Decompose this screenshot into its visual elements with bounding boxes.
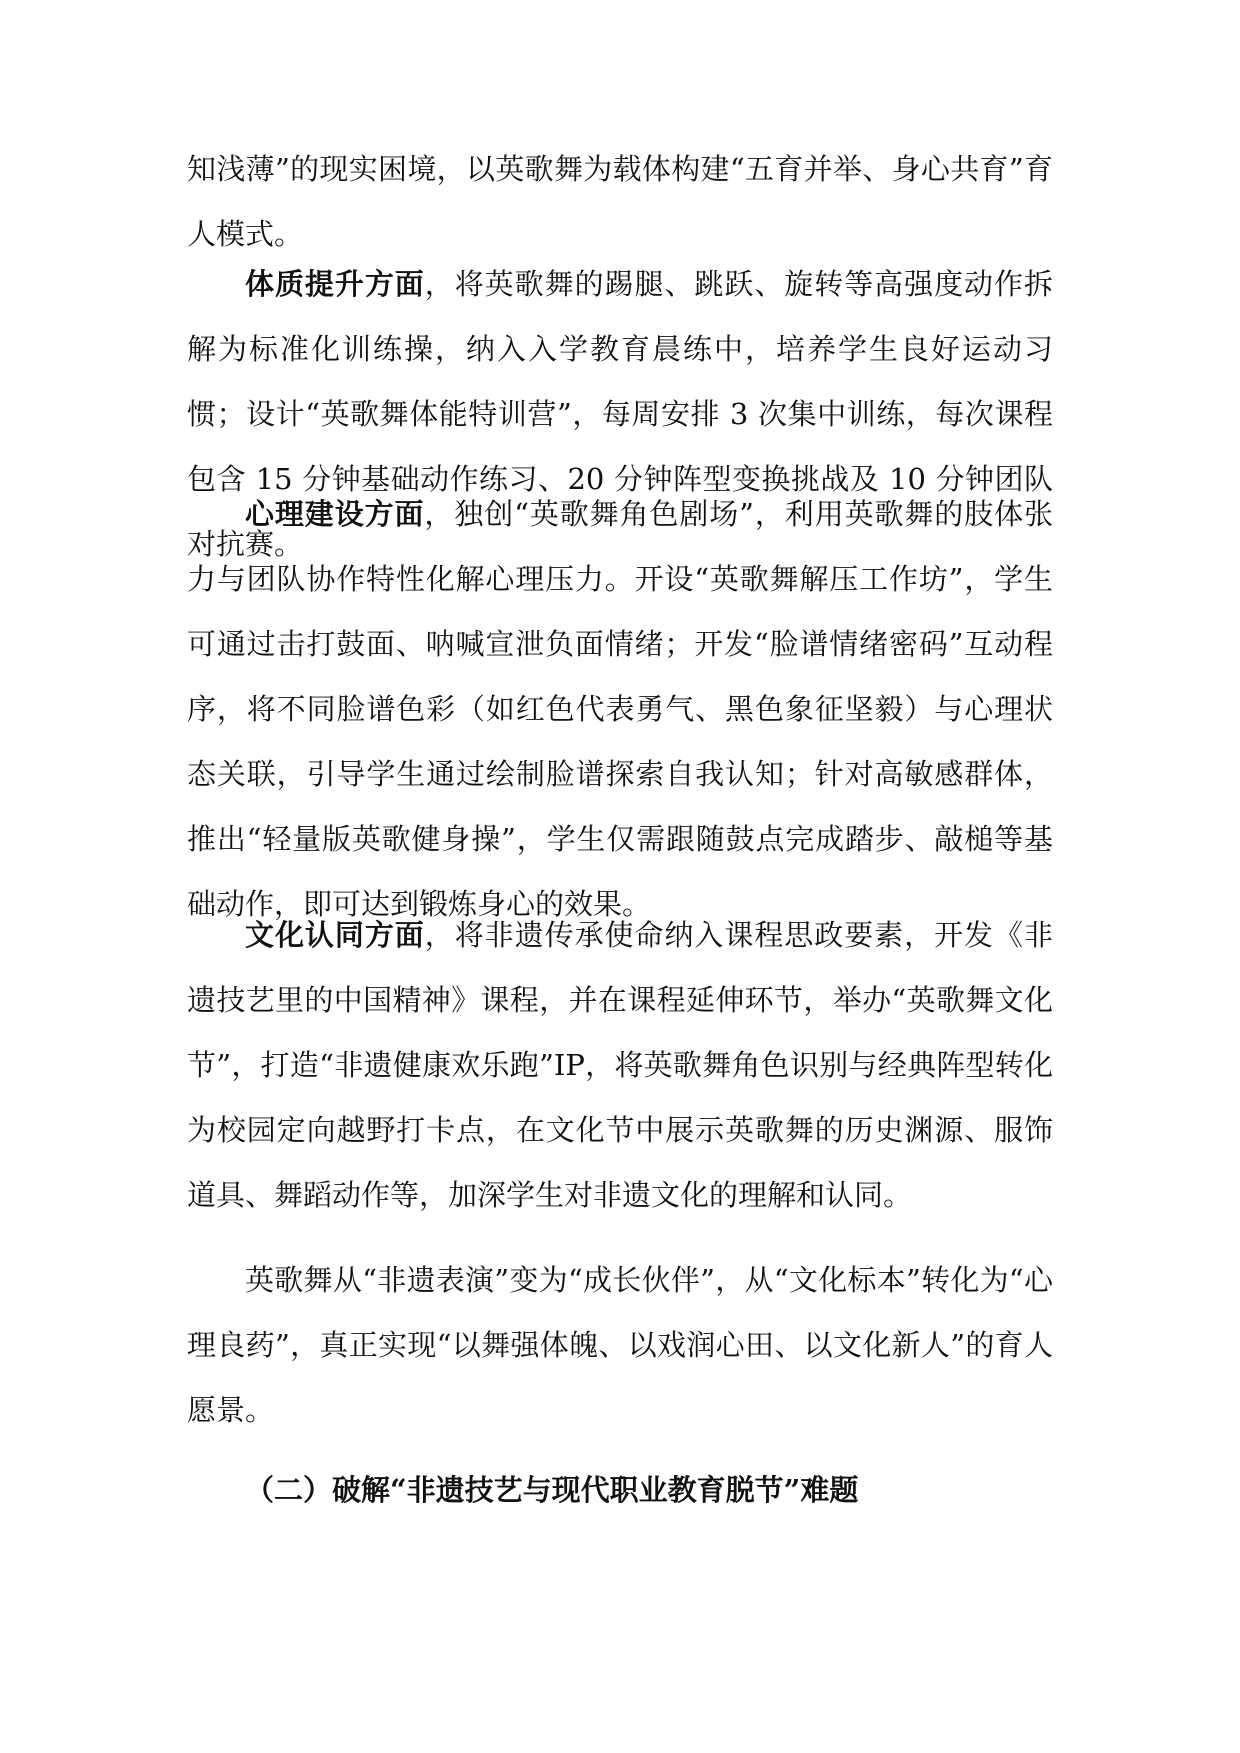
physical-text: ，将英歌舞的踢腿、跳跃、旋转等高强度动作拆解为标准化训练操，纳入入学教育晨练中，培养学生良好运动习惯；设计“英歌舞体能特训营”，每周安排 3 次集中训练，每次课程包含 15 分钟基础动作练习、20 分钟阵型变换挑战及 10 分钟团队对抗赛。 <box>187 267 1053 561</box>
psychological-text: ，独创“英歌舞角色剧场”，利用英歌舞的肢体张力与团队协作特性化解心理压力。开设“英歌舞解压工作坊”，学生可通过击打鼓面、呐喊宣泄负面情绪；开发“脸谱情绪密码”互动程序，将不同脸谱色彩（如红色代表勇气、黑色象征坚毅）与心理状态关联，引导学生通过绘制脸谱探索自我认知；针对高敏感群体，推出“轻量版英歌健身操”，学生仅需跟随鼓点完成踏步、敲槌等基础动作，即可达到锻炼身心的效果。 <box>187 497 1053 921</box>
section-heading: （二）破解“非遗技艺与现代职业教育脱节”难题 <box>245 1473 859 1507</box>
cultural-section <box>187 903 1053 1228</box>
psychological-lead: 心理建设方面 <box>245 497 425 531</box>
cultural-text: ，将非遗传承使命纳入课程思政要素，开发《非遗技艺里的中国精神》课程，并在课程延伸环节，举办“英歌舞文化节”，打造“非遗健康欢乐跑”IP，将英歌舞角色识别与经典阵型转化为校园定向越野打卡点，在文化节中展示英歌舞的历史渊源、服饰道具、舞蹈动作等，加深学生对非遗文化的理解和认同。 <box>187 918 1053 1212</box>
psychological-section <box>187 482 1053 937</box>
cultural-lead: 文化认同方面 <box>245 918 425 952</box>
psychological-paragraph <box>187 482 1053 937</box>
physical-lead: 体质提升方面 <box>245 267 425 301</box>
continuation-paragraph: 知浅薄”的现实困境，以英歌舞为载体构建“五育并举、身心共育”育人模式。 <box>187 152 1053 251</box>
summary-paragraph: 英歌舞从“非遗表演”变为“成长伙伴”，从“文化标本”转化为“心理良药”，真正实现“以舞强体魄、以戏润心田、以文化新人”的育人愿景。 <box>187 1263 1053 1427</box>
cultural-paragraph <box>187 903 1053 1228</box>
body-text <box>187 137 1053 267</box>
summary-section <box>187 1248 1053 1443</box>
